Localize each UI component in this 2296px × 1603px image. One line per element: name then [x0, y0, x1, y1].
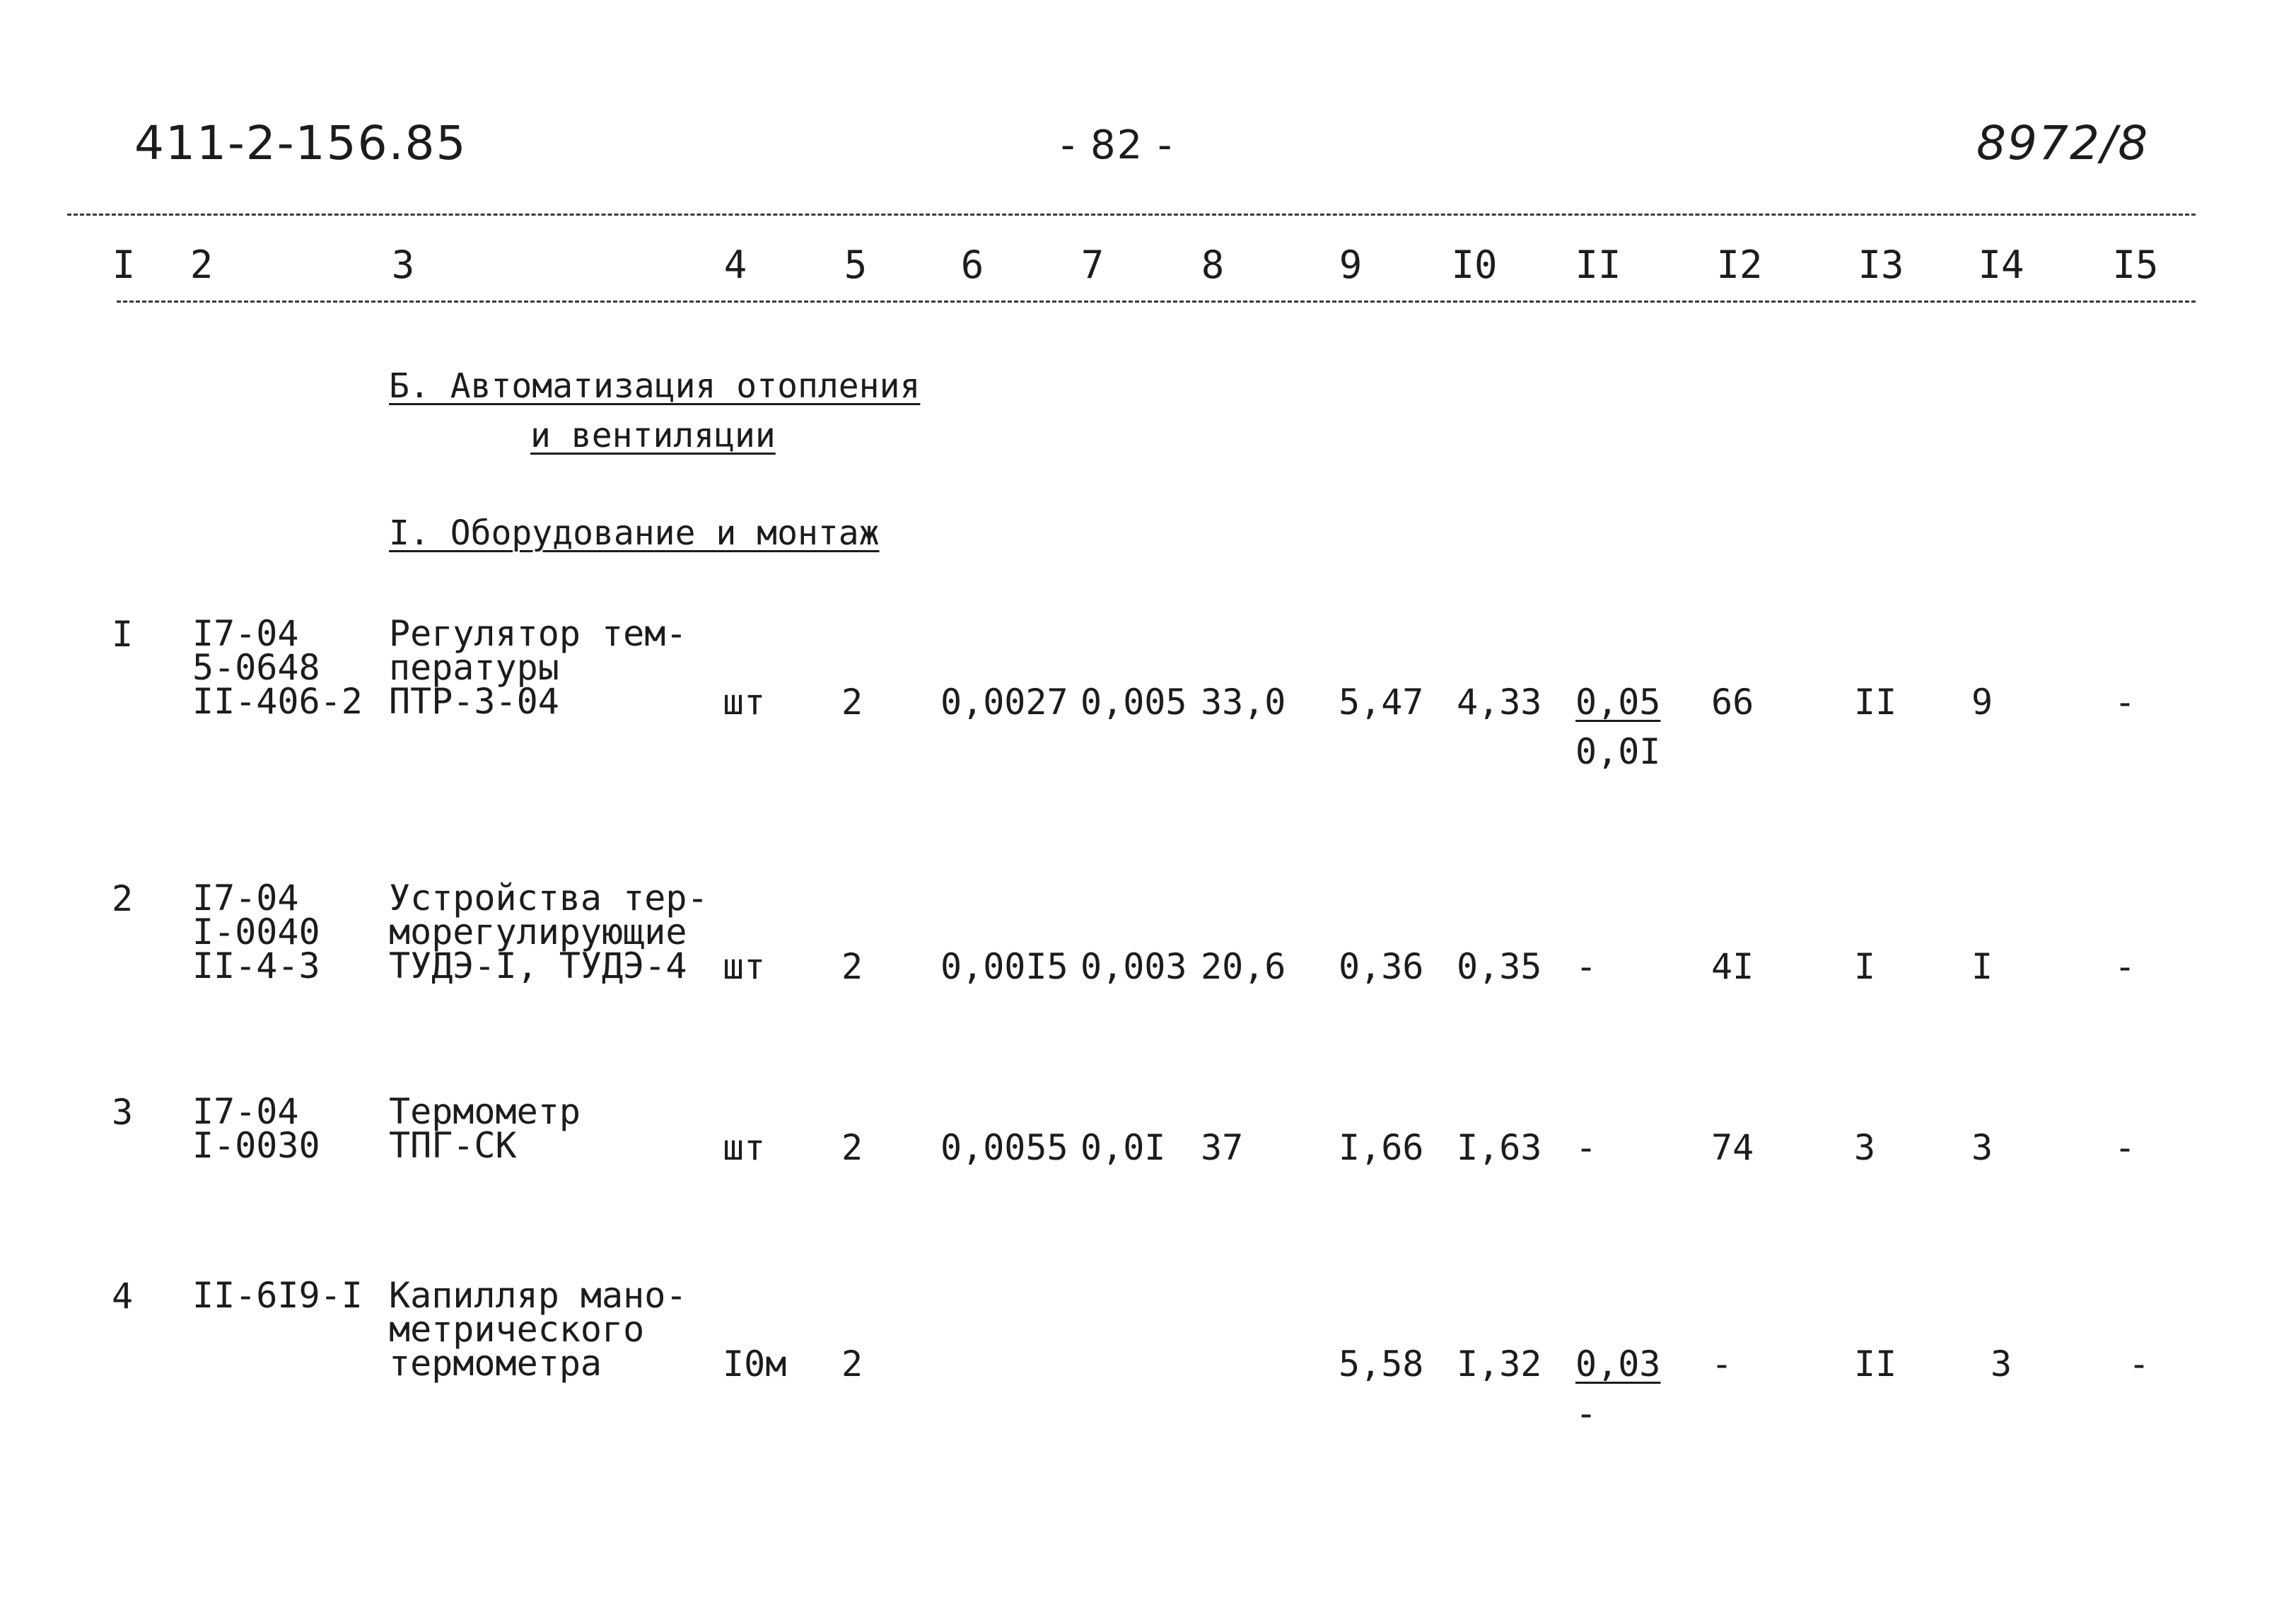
col6-value: 0,0027 — [940, 682, 1068, 723]
row-number: 3 — [112, 1092, 134, 1133]
header-rule-bottom — [117, 301, 2196, 303]
col10-value: 4,33 — [1457, 682, 1542, 723]
col-6: 6 — [960, 243, 984, 287]
col-7: 7 — [1080, 243, 1105, 287]
col9-value: I,66 — [1339, 1127, 1424, 1168]
quantity: 2 — [841, 946, 863, 987]
row-number: I — [112, 614, 134, 655]
quantity: 2 — [841, 1343, 863, 1385]
col8-value: 37 — [1201, 1127, 1244, 1168]
col11-subvalue: 0,0I — [1575, 731, 1661, 772]
row-number: 2 — [112, 878, 134, 919]
col8-value: 33,0 — [1201, 682, 1286, 723]
row-number: 4 — [112, 1276, 134, 1317]
col9-value: 5,47 — [1339, 682, 1424, 723]
col6-value: 0,00I5 — [940, 946, 1068, 987]
col-2: 2 — [190, 243, 214, 287]
page-number: - 82 - — [1061, 122, 1174, 168]
unit: шт — [723, 1127, 766, 1168]
item-name: Термометр ТПГ-СК — [389, 1091, 581, 1166]
col-14: I4 — [1978, 243, 2024, 287]
col14-value: I — [1971, 946, 1993, 987]
col13-value: 3 — [1854, 1127, 1876, 1168]
col11-value: - — [1575, 946, 1597, 987]
header-rule-top — [67, 214, 2196, 216]
col7-value: 0,0I — [1080, 1127, 1166, 1168]
document-code: 411-2-156.85 — [134, 116, 467, 170]
col-4: 4 — [723, 243, 747, 287]
col-3: 3 — [391, 243, 415, 287]
col13-value: II — [1854, 682, 1897, 723]
col11-value: - — [1575, 1127, 1597, 1168]
quantity: 2 — [841, 1127, 863, 1168]
section-title: Б. Автоматизация отопления — [389, 366, 921, 406]
col6-value: 0,0055 — [940, 1127, 1068, 1168]
col7-value: 0,005 — [1080, 682, 1187, 723]
col-8: 8 — [1201, 243, 1225, 287]
unit: шт — [723, 946, 766, 987]
quantity: 2 — [841, 682, 863, 723]
col15-value: - — [2114, 946, 2136, 987]
col14-value: 3 — [1991, 1343, 2012, 1385]
item-name: Устройства тер- морегулирующие ТУДЭ-I, ТУДЭ-4 — [389, 878, 709, 986]
col13-value: I — [1854, 946, 1876, 987]
price-code: I7-04 I-0040 II-4-3 — [192, 878, 320, 986]
col-9: 9 — [1339, 243, 1363, 287]
section-subtitle: I. Оборудование и монтаж — [389, 513, 880, 553]
item-name: Регулятор тем- пературы ПТР-3-04 — [389, 613, 687, 722]
col-11: II — [1575, 243, 1621, 287]
col-1: I — [112, 243, 136, 287]
price-code: II-6I9-I — [192, 1275, 363, 1316]
col14-value: 9 — [1971, 682, 1993, 723]
col10-value: I,63 — [1457, 1127, 1542, 1168]
col13-value: II — [1854, 1343, 1897, 1385]
sheet-code: 8972/8 — [1976, 116, 2150, 170]
col12-value: 4I — [1711, 946, 1754, 987]
section-title-line2: и вентиляции — [530, 416, 776, 455]
col-13: I3 — [1858, 243, 1904, 287]
col10-value: 0,35 — [1457, 946, 1542, 987]
price-code: I7-04 5-0648 II-406-2 — [192, 613, 363, 722]
price-code: I7-04 I-0030 — [192, 1091, 320, 1166]
col15-value: - — [2114, 1127, 2136, 1168]
col7-value: 0,003 — [1080, 946, 1187, 987]
col15-value: - — [2114, 682, 2136, 723]
col12-value: 66 — [1711, 682, 1754, 723]
col9-value: 5,58 — [1339, 1343, 1424, 1385]
col11-subvalue: - — [1575, 1393, 1597, 1434]
col11-value: 0,05 — [1575, 682, 1661, 723]
col-10: I0 — [1451, 243, 1498, 287]
item-name: Капилляр мано- метрического термометра — [389, 1275, 687, 1384]
col15-value: - — [2128, 1343, 2150, 1385]
col9-value: 0,36 — [1339, 946, 1424, 987]
unit: I0м — [723, 1343, 787, 1385]
col14-value: 3 — [1971, 1127, 1993, 1168]
col10-value: I,32 — [1457, 1343, 1542, 1385]
col12-value: 74 — [1711, 1127, 1754, 1168]
col-15: I5 — [2112, 243, 2159, 287]
col-12: I2 — [1716, 243, 1763, 287]
col11-value: 0,03 — [1575, 1343, 1661, 1385]
col8-value: 20,6 — [1201, 946, 1286, 987]
col12-value: - — [1711, 1343, 1733, 1385]
unit: шт — [723, 682, 766, 723]
col-5: 5 — [844, 243, 868, 287]
